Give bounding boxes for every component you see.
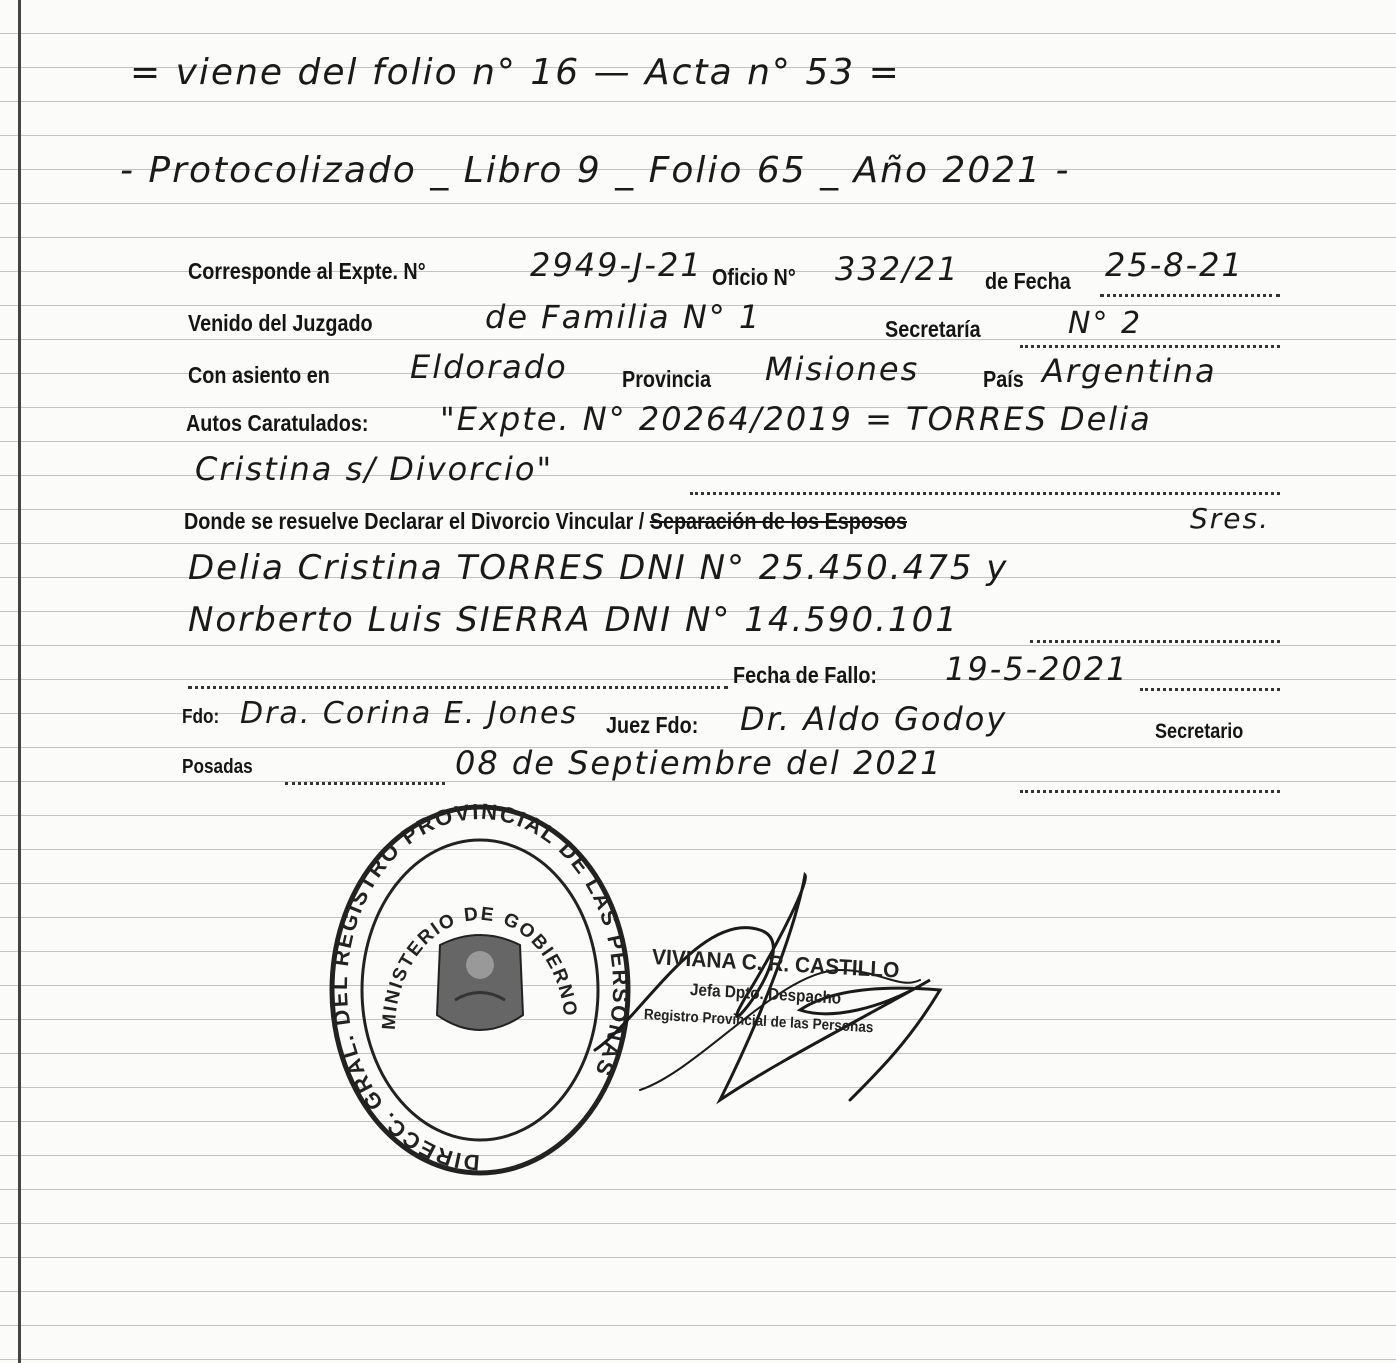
juzgado-value: de Familia N° 1	[485, 298, 762, 336]
fill-dots	[1020, 345, 1280, 348]
fill-dots	[1020, 790, 1280, 793]
fallo-label: Fecha de Fallo:	[733, 662, 877, 688]
seal-outer-text: DIRECC. GRAL. DEL REGISTRO PROVINCIAL DE LAS PERSONAS	[326, 800, 634, 1176]
spouse-1: Delia Cristina TORRES DNI N° 25.450.475 y	[188, 548, 1009, 588]
official-office: Registro Provincial de las Personas	[643, 1006, 874, 1037]
oficio-value: 332/21	[835, 250, 960, 288]
seal-inner-text: MINISTERIO DE GOBIERNO	[378, 903, 581, 1031]
fill-dots	[285, 782, 445, 785]
resuelve-label	[184, 508, 907, 535]
fallo-value: 19-5-2021	[945, 650, 1129, 688]
oficio-label: Oficio N°	[712, 264, 796, 290]
pais-label: País	[983, 366, 1024, 392]
provincia-label: Provincia	[622, 366, 712, 392]
autos-value-line2: Cristina s/ Divorcio"	[195, 450, 554, 488]
secretario-label: Secretario	[1155, 720, 1244, 743]
fill-dots	[188, 686, 728, 689]
fdo-value: Dra. Corina E. Jones	[240, 696, 579, 731]
juzgado-label: Venido del Juzgado	[188, 310, 373, 336]
provincia-value: Misiones	[765, 350, 920, 388]
asiento-label: Con asiento en	[188, 362, 330, 388]
fill-dots	[1030, 640, 1280, 643]
coat-of-arms-icon	[437, 935, 523, 1030]
margin-line	[18, 0, 21, 1363]
official-name: VIVIANA C. R. CASTILLO	[651, 944, 901, 983]
fill-dots	[1140, 688, 1280, 691]
fill-dots	[690, 492, 1280, 495]
expte-label: Corresponde al Expte. N°	[188, 258, 426, 284]
resuelve-struck-option: Separación de los Esposos	[649, 508, 908, 534]
lugar-value: 08 de Septiembre del 2021	[455, 744, 943, 782]
secretaria-label: Secretaría	[885, 316, 981, 342]
autos-label: Autos Caratulados:	[186, 410, 369, 436]
header-note-protocolizado: - Protocolizado _ Libro 9 _ Folio 65 _ Año 2021 -	[120, 150, 1071, 191]
official-title: Jefa Dpto. Despacho	[689, 980, 842, 1008]
resuelve-value: Sres.	[1190, 502, 1270, 535]
fill-dots	[1100, 294, 1280, 297]
pais-value: Argentina	[1042, 352, 1217, 390]
header-note-folio: = viene del folio n° 16 — Acta n° 53 =	[130, 52, 901, 93]
spouse-2: Norberto Luis SIERRA DNI N° 14.590.101	[188, 600, 959, 640]
fecha-value: 25-8-21	[1105, 246, 1244, 284]
secretaria-value: N° 2	[1068, 306, 1143, 341]
fdo-label: Fdo:	[182, 706, 220, 728]
expte-value: 2949-J-21	[530, 246, 703, 284]
autos-value-line1: "Expte. N° 20264/2019 = TORRES Delia	[440, 400, 1152, 438]
lugar-label: Posadas	[182, 756, 253, 778]
asiento-value: Eldorado	[410, 348, 568, 386]
resuelve-text: Donde se resuelve Declarar el Divorcio Vincular /	[184, 508, 645, 534]
juez-value: Dr. Aldo Godoy	[740, 700, 1008, 738]
fecha-label: de Fecha	[985, 268, 1071, 294]
juez-label: Juez Fdo:	[606, 712, 699, 738]
